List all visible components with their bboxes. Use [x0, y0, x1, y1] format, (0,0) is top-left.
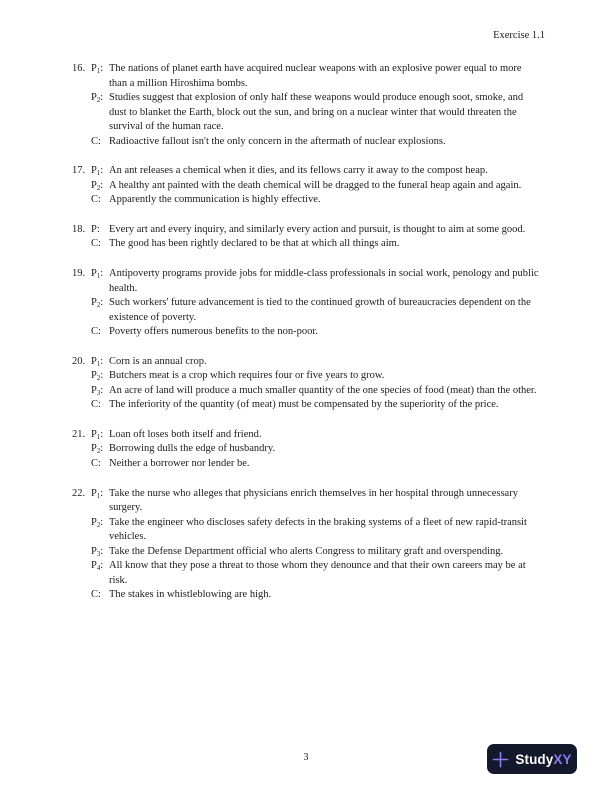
statement-row [91, 91, 540, 135]
statement-row [91, 193, 540, 208]
statements [91, 355, 540, 413]
statement-label: $P_1$: [91, 355, 104, 368]
statement-label: C: [91, 399, 101, 411]
statements [91, 428, 540, 472]
item-number: 22. [72, 487, 86, 499]
statement-label: C: [91, 326, 101, 338]
statement-text: All know that they pose a threat to those whom they denounce and that their own careers may be at risk. [109, 560, 526, 586]
page-number: 3 [303, 752, 309, 763]
statement-label: C: [91, 589, 101, 601]
statement-row [91, 384, 540, 399]
statement-label: $P_1$: [91, 428, 104, 441]
statement-text: A healthy ant painted with the death chemical will be dragged to the funeral heap again and again. [109, 179, 522, 191]
statement-text: Take the engineer who discloses safety defects in the braking systems of a fleet of new rapid-transit vehicles. [109, 516, 527, 543]
statement-label: $P_2$: [91, 443, 104, 456]
statement-label: $P_2$: [91, 370, 104, 383]
argument-list [72, 62, 540, 618]
statement-text: Antipoverty programs provide jobs for middle-class professionals in social work, penology and public health. [109, 268, 539, 294]
statement-text: The nations of planet earth have acquired nuclear weapons with an explosive power equal to more than a million Hiroshima bombs. [109, 63, 522, 89]
item-number: 17. [72, 165, 86, 177]
item-number: 20. [72, 355, 86, 367]
statement-text: Radioactive fallout isn't the only concern in the aftermath of nuclear explosions. [109, 135, 446, 147]
argument-item [72, 164, 540, 208]
statement-row [91, 545, 540, 560]
exercise-header: Exercise 1.1 [493, 30, 545, 41]
statement-label: $P_3$: [91, 384, 104, 397]
argument-item [72, 487, 540, 603]
statement-row [91, 428, 540, 443]
statement-text: The good has been rightly declared to be that at which all things aim. [109, 238, 400, 250]
statement-row [91, 369, 540, 384]
argument-item [72, 62, 540, 149]
statement-text: Corn is an annual crop. [109, 355, 207, 367]
statement-text: An ant releases a chemical when it dies, and its fellows carry it away to the compost heap. [109, 165, 488, 177]
statement-label: $P_1$: [91, 268, 104, 281]
statement-row [91, 325, 540, 340]
statement-label: C: [91, 458, 101, 470]
statement-text: Poverty offers numerous benefits to the non-poor. [109, 326, 318, 338]
statement-row [91, 62, 540, 91]
item-number: 18. [72, 223, 86, 235]
statements [91, 267, 540, 340]
statement-text: Take the Defense Department official who alerts Congress to military graft and overspending. [109, 545, 504, 557]
statement-text: The inferiority of the quantity (of meat) must be compensated by the superiority of the price. [109, 399, 499, 411]
statement-label: C: [91, 135, 101, 147]
statement-text: Neither a borrower nor lender be. [109, 458, 250, 470]
statement-row [91, 164, 540, 179]
studyxy-logo [487, 744, 577, 774]
statements [91, 487, 540, 603]
statement-text: Such workers' future advancement is tied to the continued growth of bureaucracies dependent on the existence of poverty. [109, 297, 531, 323]
statement-label: C: [91, 194, 101, 206]
argument-item [72, 355, 540, 413]
statement-row [91, 267, 540, 296]
statement-row [91, 135, 540, 150]
statement-row [91, 237, 540, 252]
statement-text: The stakes in whistleblowing are high. [109, 589, 272, 601]
statement-text: Loan oft loses both itself and friend. [109, 428, 262, 440]
plus-icon [492, 751, 509, 768]
item-number: 21. [72, 428, 86, 440]
statement-text: Take the nurse who alleges that physicians enrich themselves in her hospital through unnecessary surgery. [109, 487, 518, 514]
statement-row [91, 398, 540, 413]
statement-label: $P_4$: [91, 560, 104, 573]
statement-row [91, 487, 540, 516]
item-number: 16. [72, 63, 86, 74]
statement-label: $P_1$: [91, 165, 104, 178]
statement-text: Every art and every inquiry, and similarly every action and pursuit, is thought to aim at some good. [109, 223, 526, 235]
statements [91, 62, 540, 149]
statement-label: $P_1$: [91, 487, 104, 500]
statement-text: Studies suggest that explosion of only half these weapons would produce enough soot, smoke, and dust to blanket the Earth, block out the sun, and bring on a nuclear winter that would threaten the survival of the human race. [109, 92, 524, 133]
statement-row [91, 588, 540, 603]
statement-label: $P_1$: [91, 63, 104, 75]
statement-label: $P_2$: [91, 92, 104, 105]
statement-label: P: [91, 223, 100, 235]
statement-row [91, 355, 540, 370]
statement-text: Apparently the communication is highly effective. [109, 194, 321, 206]
argument-item [72, 428, 540, 472]
statement-row [91, 223, 540, 238]
logo-text-study: Study [515, 751, 554, 767]
statement-text: An acre of land will produce a much smaller quantity of the one species of food (meat) than the other. [109, 384, 537, 396]
statement-row [91, 457, 540, 472]
statement-row [91, 442, 540, 457]
statement-label: $P_3$: [91, 545, 104, 558]
argument-item [72, 267, 540, 340]
statement-label: C: [91, 238, 101, 250]
statement-text: Borrowing dulls the edge of husbandry. [109, 443, 276, 455]
logo-text-xy: XY [553, 751, 572, 767]
statement-label: $P_2$: [91, 179, 104, 192]
statement-row [91, 179, 540, 194]
statement-label: $P_2$: [91, 516, 104, 529]
statement-row [91, 296, 540, 325]
statements [91, 164, 540, 208]
statement-row [91, 516, 540, 545]
statement-row [91, 559, 540, 588]
statements [91, 223, 540, 252]
statement-label: $P_2$: [91, 297, 104, 310]
argument-item [72, 223, 540, 252]
item-number: 19. [72, 268, 86, 280]
statement-text: Butchers meat is a crop which requires four or five years to grow. [109, 370, 385, 382]
